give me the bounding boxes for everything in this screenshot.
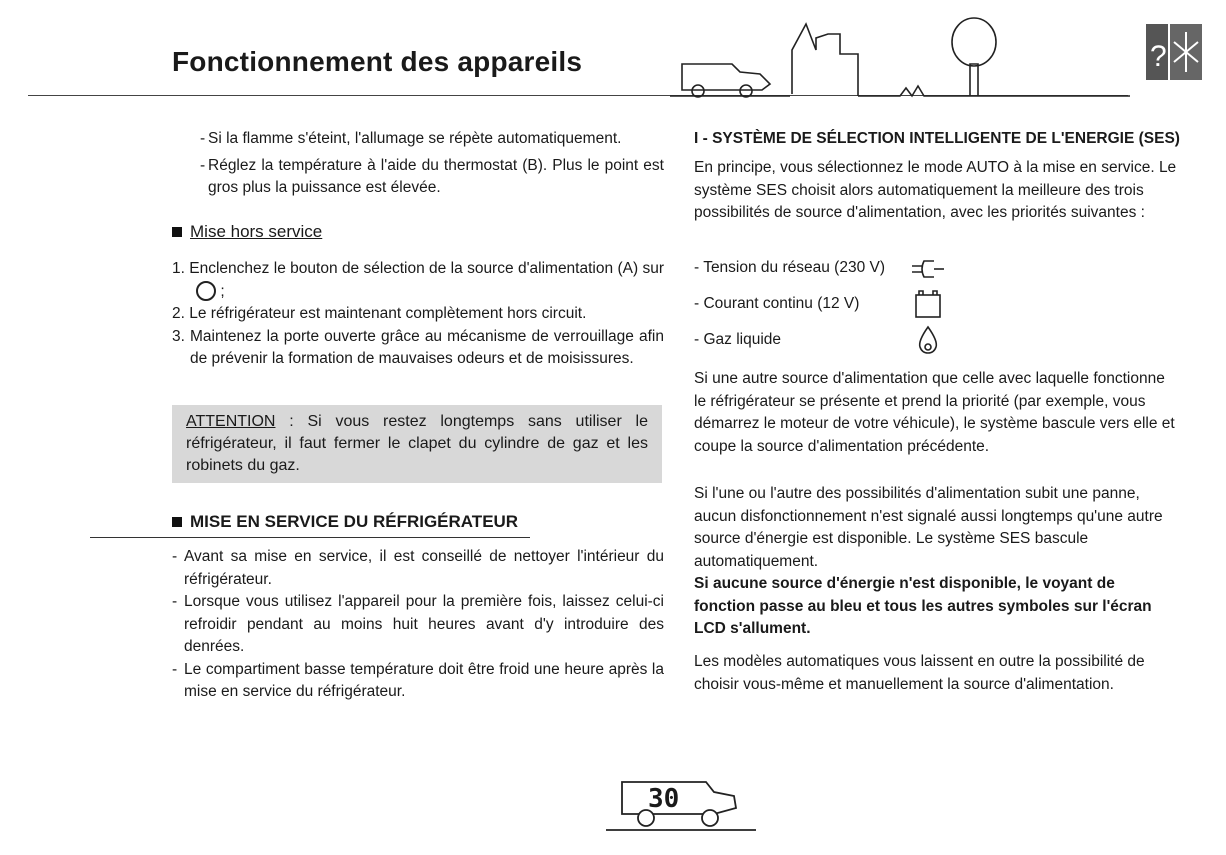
left-intro: [172, 128, 664, 200]
warning-box: [172, 405, 662, 483]
source-item: - Tension du réseau (230 V): [694, 250, 1180, 286]
camping-scene-illustration: [670, 14, 1140, 100]
off-heading: Mise hors service: [172, 222, 322, 242]
battery-icon: [910, 289, 946, 319]
plug-icon: [910, 257, 946, 279]
ses-heading: I - SYSTÈME DE SÉLECTION INTELLIGENTE DE L'ENERGIE (SES): [694, 130, 1180, 147]
list-item: - Si la flamme s'éteint, l'allumage se répète automatiquement.: [172, 128, 664, 151]
list-item: - Lorsque vous utilisez l'appareil pour la première fois, laissez celui-ci refroidir pendant au moins huit heures avant d'y introduire des denrées.: [172, 591, 664, 659]
tree-icon: [952, 18, 996, 66]
off-steps: [172, 258, 664, 371]
list-item: 2. Le réfrigérateur est maintenant complètement hors circuit.: [172, 305, 587, 322]
warning-text: : Si vous restez longtemps sans utiliser le réfrigérateur, il faut fermer le clapet du cylindre de gaz et les robinets du gaz.: [186, 413, 648, 474]
off-position-icon: [196, 281, 216, 301]
flame-icon: [910, 325, 946, 355]
page-title: Fonctionnement des appareils: [172, 46, 583, 77]
section-rule: [90, 537, 530, 538]
ses-bold-paragraph: Si aucune source d'énergie n'est disponible, le voyant de fonction passe au bleu et tous les autres symboles sur l'écran LCD s'allument.: [694, 575, 1152, 637]
ses-paragraph: Si une autre source d'alimentation que celle avec laquelle fonctionne le réfrigérateur se présente et prend la priorité (par exemple, vous démarrez le moteur de votre véhicule), le système bascule vers elle et coupe la source d'alimentation précédente.: [694, 370, 1175, 455]
ses-paragraph: Si l'une ou l'autre des possibilités d'alimentation subit une panne, aucun disfonctionnement n'est signalé aussi longtemps qu'une autre source d'énergie est disponible. Le système SES bascule automatiquement.: [694, 485, 1163, 570]
ses-intro: En principe, vous sélectionnez le mode AUTO à la mise en service. Le système SES choisit alors automatiquement la meilleure des trois possibilités de source d'alimentation, avec les priorités suivantes :: [694, 159, 1177, 221]
service-heading: MISE EN SERVICE DU RÉFRIGÉRATEUR: [172, 512, 518, 532]
service-list: [172, 546, 664, 704]
corner-icons: [1146, 22, 1202, 87]
source-list: [694, 250, 1180, 358]
page-number: 30: [648, 784, 680, 814]
house-icon: [792, 24, 858, 96]
source-item: - Gaz liquide: [694, 322, 1180, 358]
square-bullet-icon: [172, 227, 182, 237]
svg-text:?: ?: [1150, 40, 1167, 73]
list-item: - Avant sa mise en service, il est conseillé de nettoyer l'intérieur du réfrigérateur.: [172, 546, 664, 591]
warning-label: ATTENTION: [186, 413, 276, 430]
list-item: - Réglez la température à l'aide du thermostat (B). Plus le point est gros plus la puissance est élevée.: [172, 155, 664, 200]
ses-paragraph: Les modèles automatiques vous laissent en outre la possibilité de choisir vous-même et manuellement la source d'alimentation.: [694, 653, 1145, 693]
list-item: - Le compartiment basse température doit être froid une heure après la mise en service du réfrigérateur.: [172, 659, 664, 704]
page-number-badge: [606, 778, 766, 843]
source-item: - Courant continu (12 V): [694, 286, 1180, 322]
list-item: 3. Maintenez la porte ouverte grâce au mécanisme de verrouillage afin de prévenir la formation de mauvaises odeurs et de moisissures.: [172, 327, 664, 367]
list-item: 1. Enclenchez le bouton de sélection de la source d'alimentation (A) sur ;: [172, 260, 664, 300]
square-bullet-icon: [172, 517, 182, 527]
